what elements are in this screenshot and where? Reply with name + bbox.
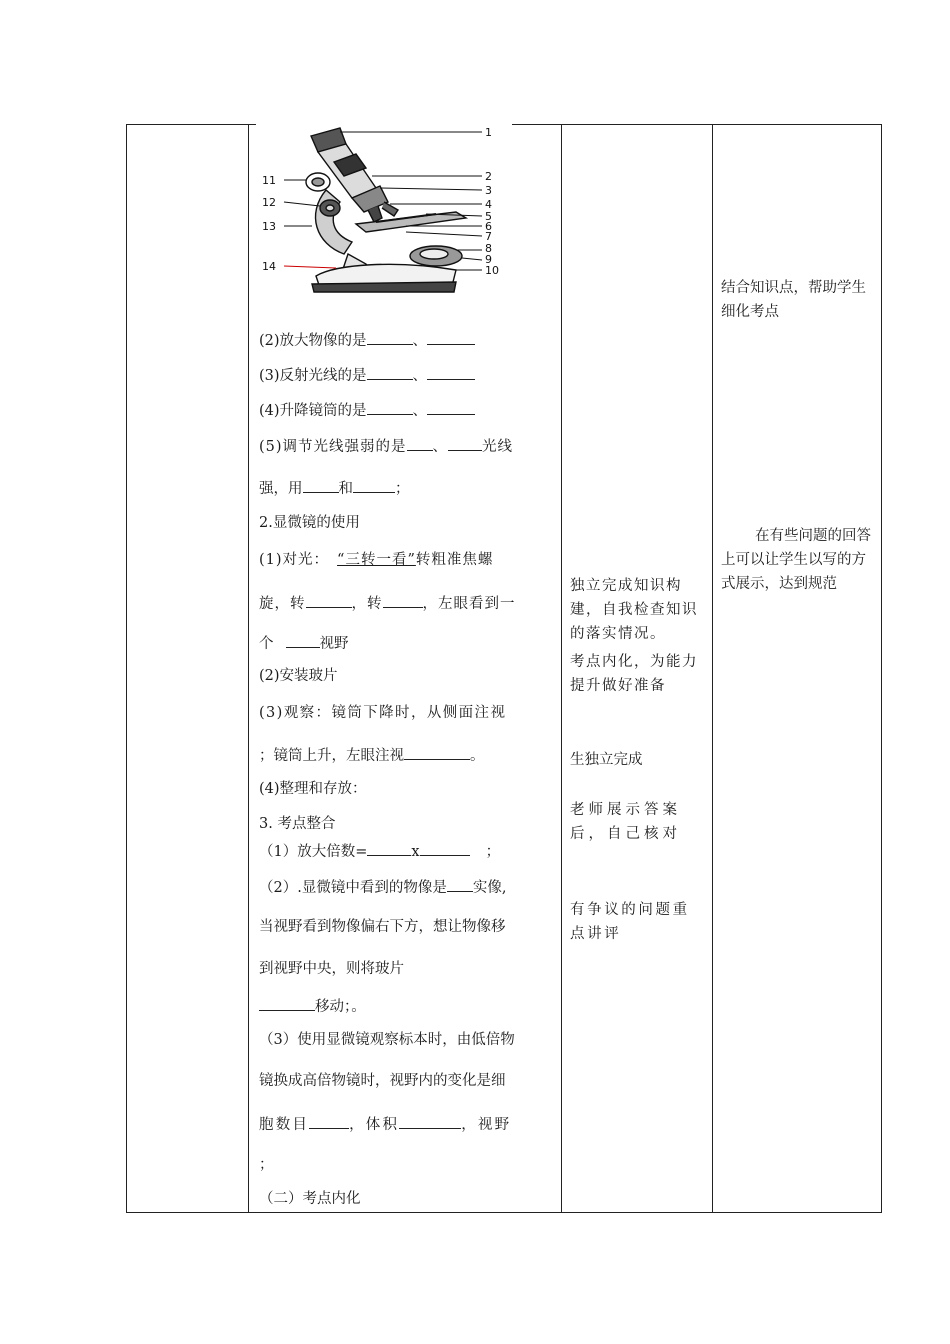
column-divider (712, 124, 713, 1213)
duiguang-line: (1)对光： “三转一看”转粗准焦螺 (259, 552, 494, 568)
answer-blank (303, 478, 339, 493)
answer-blank (367, 330, 413, 345)
intent-note-2: 在有些问题的回答上可以让学生以写的方式展示，达到规范 (721, 528, 871, 592)
anzhuang-line: (2)安装玻片 (259, 668, 338, 684)
zhengli-line: (4)整理和存放： (259, 781, 367, 797)
activity-note-4: 老师展示答案后，自己核对 (570, 802, 681, 842)
answer-blank (427, 330, 475, 345)
answer-blank (407, 436, 433, 451)
answer-blank (306, 593, 352, 608)
label-4: 4 (485, 198, 492, 211)
answer-blank (427, 365, 475, 380)
label-6: 6 (485, 220, 492, 233)
column-divider (248, 124, 249, 1213)
zhuan-line: 旋，转 ，转 ，左眼看到一 (259, 593, 516, 613)
answer-blank (286, 633, 320, 648)
q5-line: (5)调节光线强弱的是 、 光线 (259, 436, 513, 456)
pianyou-line: 当视野看到物像偏右下方，想让物像移 (259, 919, 506, 935)
q4-line: (4)升降镜筒的是 、 (259, 400, 475, 420)
answer-blank (383, 593, 423, 608)
answer-blank (309, 1114, 349, 1129)
q3-line: (3)反射光线的是 、 (259, 365, 475, 385)
guancha-line: (3)观察：镜筒下降时，从侧面注视 (259, 705, 507, 721)
answer-blank (367, 400, 413, 415)
activity-note-1: 独立完成知识构建，自我检查知识的落实情况。 (570, 578, 698, 642)
answer-blank (367, 841, 411, 856)
label-5: 5 (485, 210, 492, 223)
activity-note-3: 生独立完成 (570, 752, 643, 768)
label-11: 11 (262, 174, 276, 187)
zhongyang-line: 到视野中央，则将玻片 (259, 961, 404, 977)
intent-note-1: 结合知识点，帮助学生细化考点 (721, 280, 866, 320)
section-usage-title: 2.显微镜的使用 (259, 515, 360, 531)
activity-note-5: 有争议的问题重点讲评 (570, 902, 690, 942)
answer-blank (259, 996, 315, 1011)
answer-blank (427, 400, 475, 415)
shiye-line: 个 视野 (259, 633, 349, 653)
label-7: 7 (485, 230, 492, 243)
label-1: 1 (485, 126, 492, 139)
yidong-line: 移动；。 (259, 996, 366, 1016)
answer-blank (367, 365, 413, 380)
answer-blank (404, 745, 470, 760)
huan-line: 镜换成高倍物镜时，视野内的变化是细 (259, 1073, 506, 1089)
answer-blank (399, 1114, 461, 1129)
shumu-line: 胞数目 ，体积 ，视野 (259, 1114, 511, 1134)
label-13: 13 (262, 220, 276, 233)
label-8: 8 (485, 242, 492, 255)
q2-line: (2)放大物像的是 、 (259, 330, 475, 350)
column-divider (561, 124, 562, 1213)
wuxiang-line: （2）.显微镜中看到的物像是 实像, (259, 877, 506, 897)
answer-blank (448, 436, 482, 451)
q5-cont-line: 强，用 和 ； (259, 478, 410, 498)
label-2: 2 (485, 170, 492, 183)
answer-blank (353, 478, 395, 493)
label-3: 3 (485, 184, 492, 197)
answer-blank (420, 841, 470, 856)
label-12: 12 (262, 196, 276, 209)
activity-note-2: 考点内化，为能力提升做好准备 (570, 654, 698, 694)
kaodian-title: 3. 考点整合 (259, 816, 336, 832)
answer-blank (447, 877, 473, 892)
beishu-line: （1）放大倍数= x ； (259, 841, 500, 861)
microscope-diagram (256, 114, 512, 304)
shangsheng-line: ；镜筒上升，左眼注视 。 (259, 745, 485, 765)
semicolon-line: ； (259, 1157, 274, 1173)
neihua-title: （二）考点内化 (259, 1191, 361, 1207)
shiyong-line: （3）使用显微镜观察标本时，由低倍物 (259, 1032, 515, 1048)
label-14: 14 (262, 260, 276, 273)
label-9: 9 (485, 253, 492, 266)
label-10: 10 (485, 264, 499, 277)
